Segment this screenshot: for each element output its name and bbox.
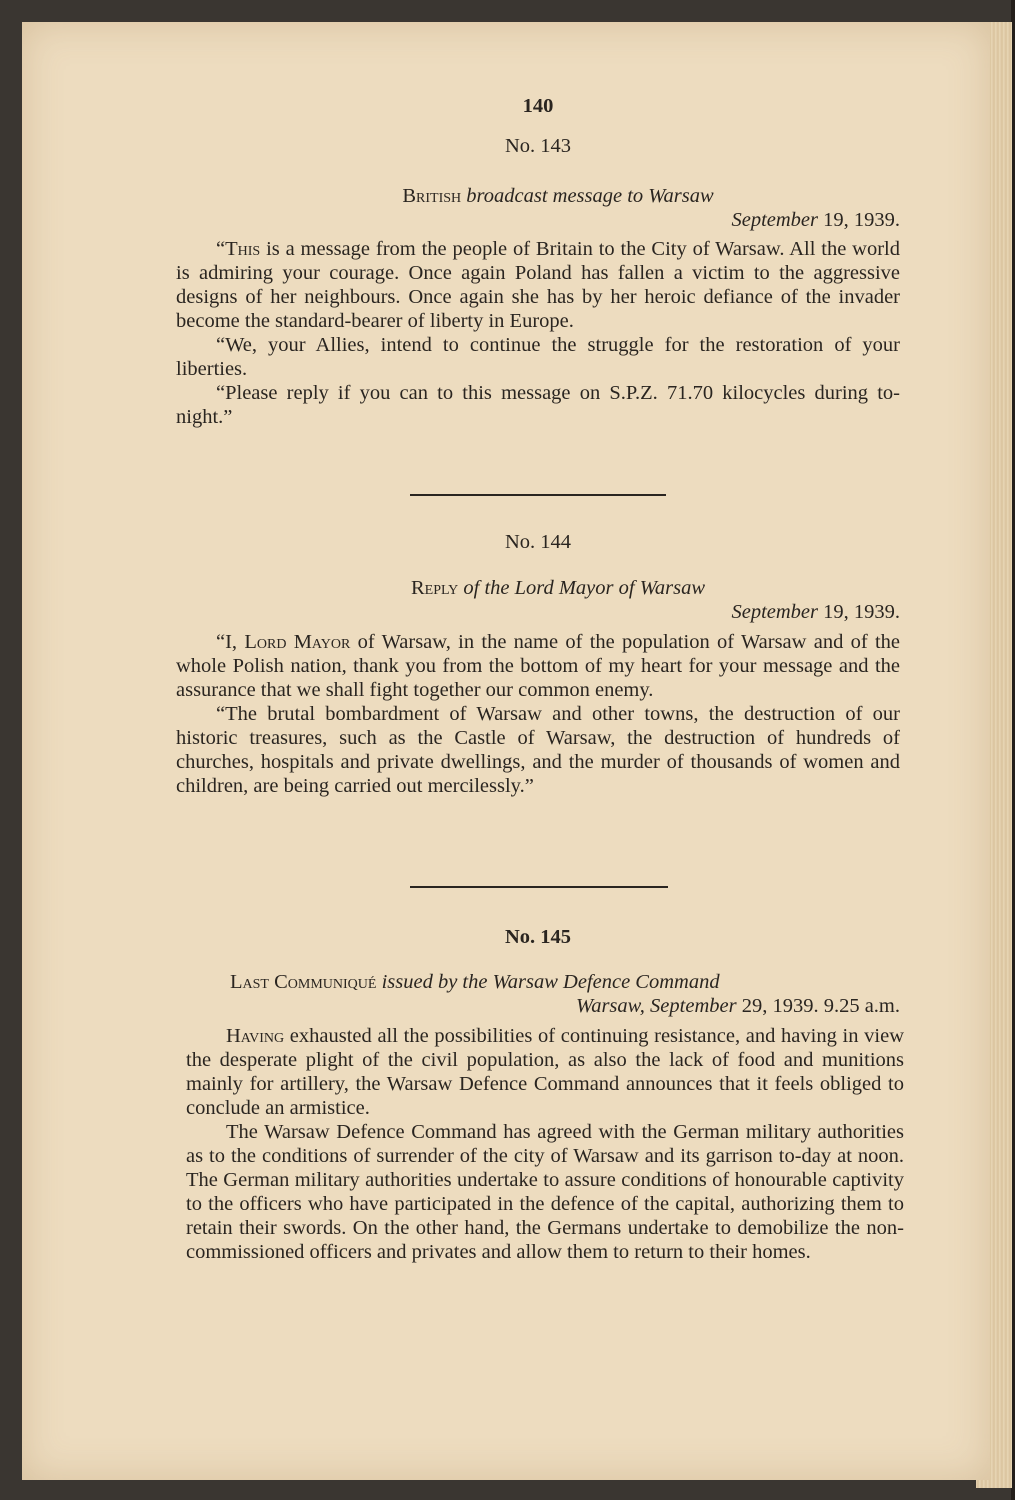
heading-it: broadcast message to Warsaw [466, 185, 714, 207]
para-lead: Having [226, 1025, 285, 1047]
paragraph [176, 333, 900, 381]
para-text: is a message from the people of Britain to the City of Warsaw. All the world is admiring your courage. Once again Poland has fallen a victim to the aggressive designs of her neighbours. Once again she has by her heroic defiance of the invader become the standard-bearer of liberty in Europe. [176, 238, 901, 332]
section-divider [410, 494, 666, 496]
paragraph [176, 381, 900, 429]
para-lead: “This [216, 238, 261, 260]
paragraph [176, 237, 900, 333]
section-divider [410, 886, 668, 888]
heading-sc: Reply [410, 577, 459, 599]
para-text: “We, your Allies, intend to continue the struggle for the restoration of your liberties. [176, 334, 900, 380]
date-rest: 19, 1939. [823, 601, 900, 623]
heading-it: of the Lord Mayor of Warsaw [463, 577, 706, 599]
date-it: Warsaw, September [576, 995, 737, 1017]
heading-sc: Last Communiqué [230, 971, 377, 993]
doc-144-heading [176, 576, 900, 624]
date-it: September [731, 601, 818, 623]
date-rest: 29, 1939. 9.25 a.m. [741, 995, 900, 1017]
doc-145-number: No. 145 [504, 926, 572, 948]
heading-sc: British [402, 185, 462, 207]
para-text: exhausted all the possibilities of continuing resistance, and having in view the desperate plight of the civil population, as also the lack of food and munitions mainly for artillery, the Warsaw Defence Command announces that it feels obliged to conclude an armistice. [186, 1025, 904, 1119]
para-text: “Please reply if you can to this message on S.P.Z. 71.70 kilocycles during to-night.” [176, 382, 900, 428]
page-number: 140 [522, 95, 554, 117]
heading-it: issued by the Warsaw Defence Command [381, 971, 720, 993]
paragraph [176, 630, 900, 702]
doc-143-heading [176, 184, 900, 232]
paragraph [176, 702, 900, 798]
paragraph [186, 1024, 904, 1120]
doc-144-body [176, 630, 900, 798]
para-lead: Lord Mayor [244, 631, 351, 653]
paragraph [186, 1120, 904, 1264]
para-text: The Warsaw Defence Command has agreed with the German military authorities as to the conditions of surrender of the city of Warsaw and its garrison to-day at noon. The German military authorities undertake to assure conditions of honourable captivity to the officers who have participated in the defence of the capital, authorizing them to retain their swords. On the other hand, the Germans undertake to demobilize the non-commissioned officers and privates and allow them to return to their homes. [186, 1121, 904, 1263]
doc-145-heading [186, 970, 900, 1018]
date-it: September [731, 209, 818, 231]
doc-145-body [186, 1024, 904, 1264]
para-text: of Warsaw, in the name of the population of Warsaw and of the whole Polish nation, thank you from the bottom of my heart for your message and the assurance that we shall fight together our common enemy. [176, 631, 901, 701]
doc-143-body [176, 237, 900, 429]
para-text: “The brutal bombardment of Warsaw and other towns, the destruction of our historic treasures, such as the Castle of Warsaw, the destruction of hundreds of churches, hospitals and private dwellings, and the murder of thousands of women and children, are being carried out mercilessly.” [176, 703, 900, 797]
doc-144-number: No. 144 [504, 531, 572, 553]
date-rest: 19, 1939. [823, 209, 900, 231]
doc-143-number: No. 143 [504, 135, 572, 157]
para-pre: “I, [216, 631, 238, 653]
